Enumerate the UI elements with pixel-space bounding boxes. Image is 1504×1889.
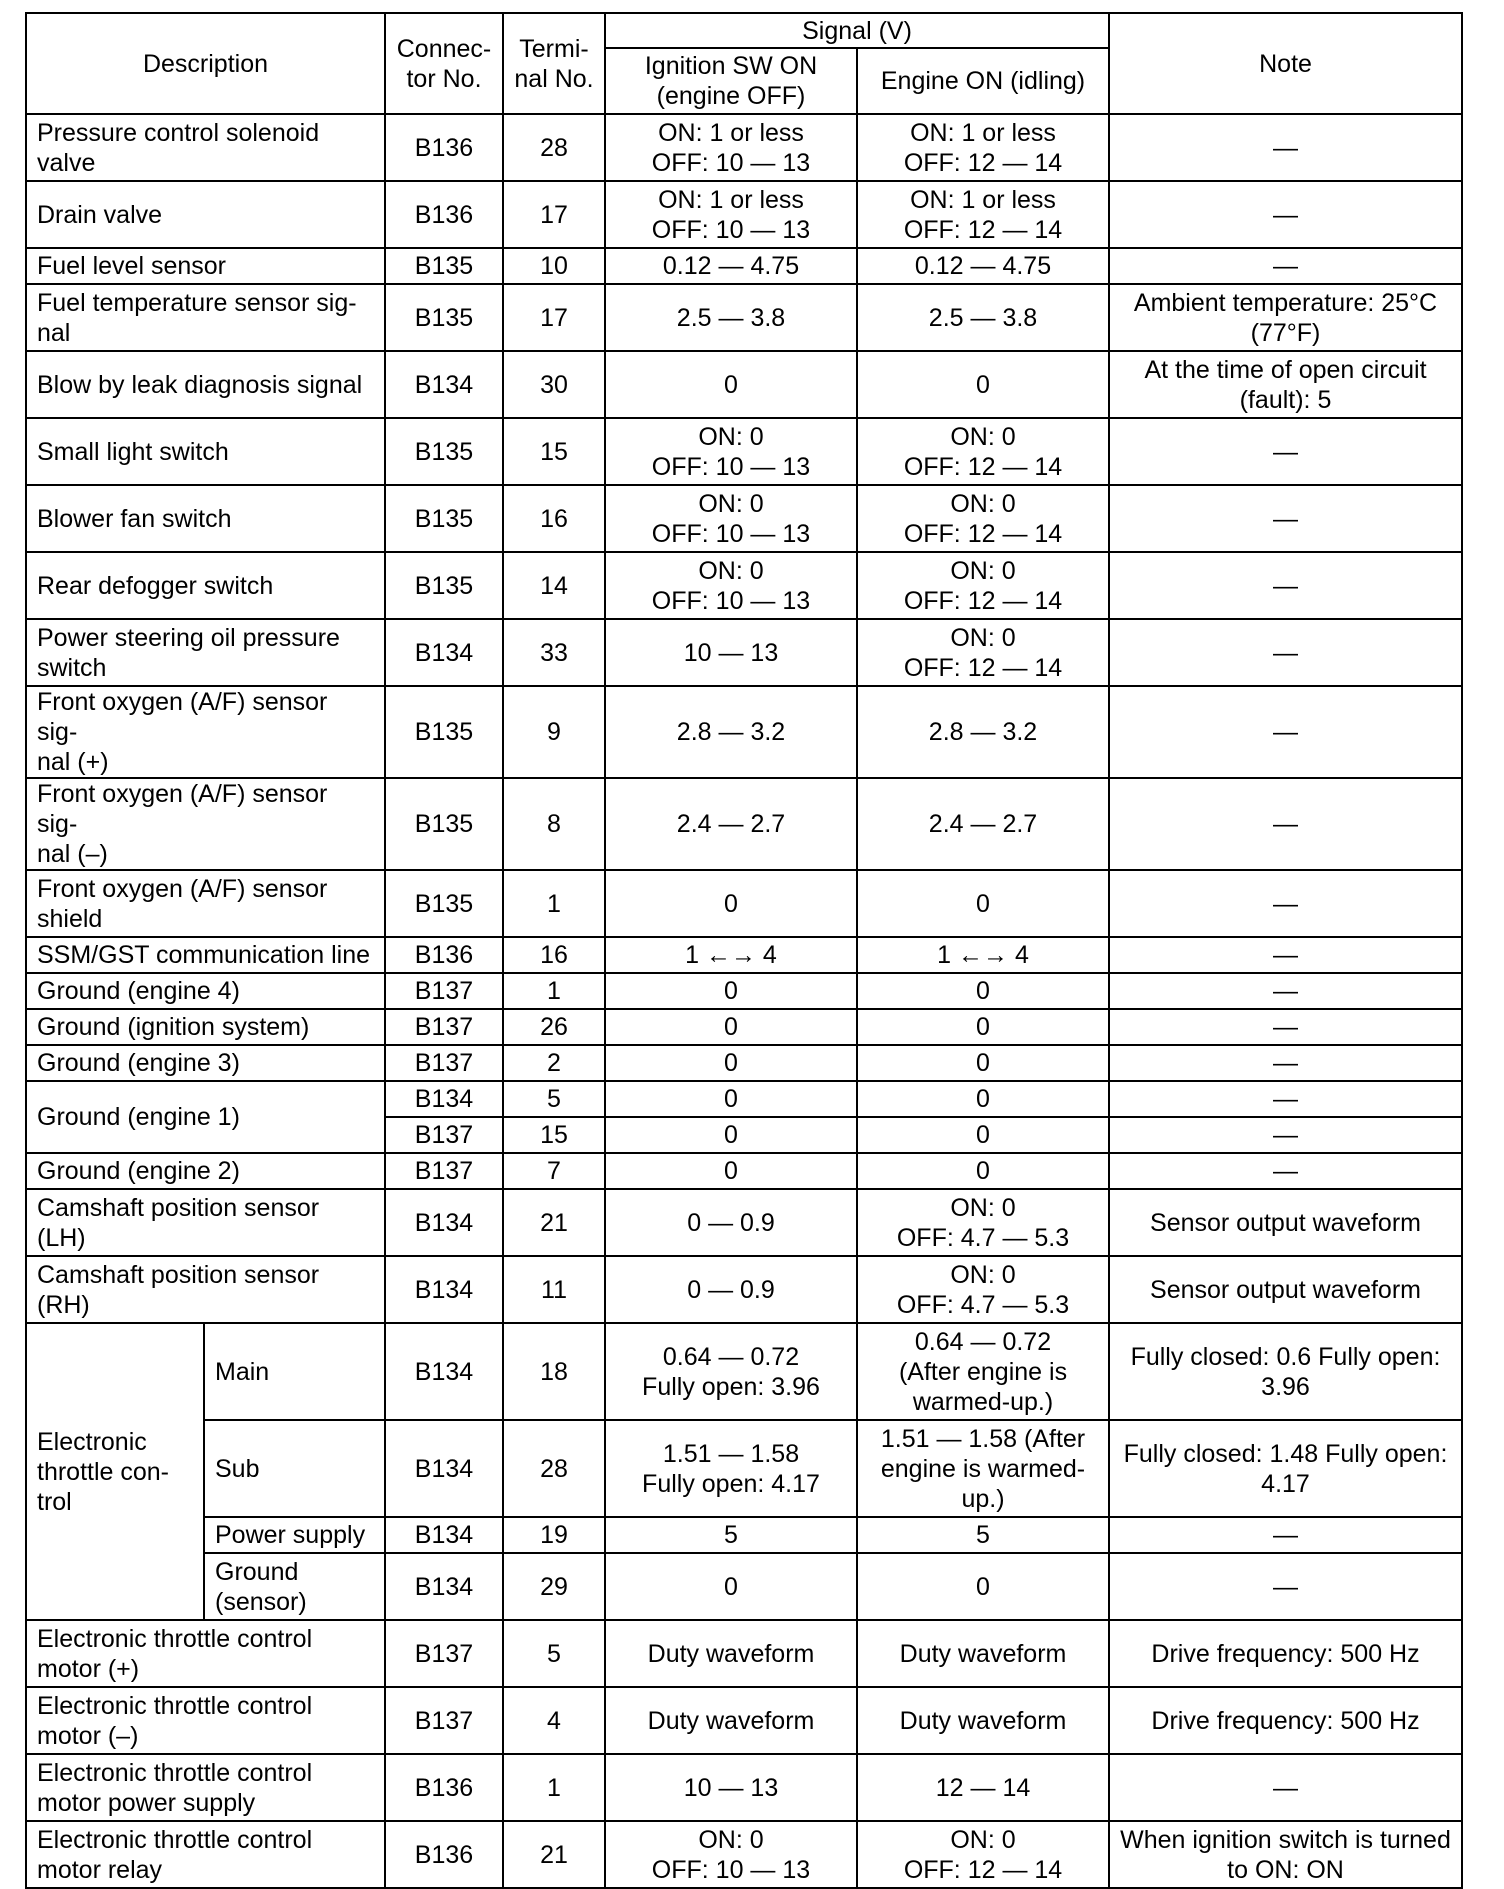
cell-engine-on: 5	[857, 1517, 1109, 1553]
table-row	[26, 1754, 1462, 1821]
cell-engine-on: Duty waveform	[857, 1687, 1109, 1754]
table-row	[26, 1420, 1462, 1517]
cell-engine-on: ON: 0 OFF: 12 — 14	[857, 552, 1109, 619]
cell-description: Ground (engine 2)	[26, 1153, 385, 1189]
cell-sub-description: Sub	[204, 1420, 385, 1517]
cell-description: Power steering oil pressure switch	[26, 619, 385, 686]
cell-ignition-sw-on: 0.64 — 0.72 Fully open: 3.96	[605, 1323, 857, 1420]
cell-note: Ambient temperature: 25°C (77°F)	[1109, 284, 1462, 351]
cell-note: —	[1109, 114, 1462, 181]
cell-note: When ignition switch is turned to ON: ON	[1109, 1821, 1462, 1888]
cell-note: —	[1109, 1153, 1462, 1189]
cell-sub-description: Ground (sensor)	[204, 1553, 385, 1620]
cell-engine-on: 1.51 — 1.58 (After engine is warmed- up.)	[857, 1420, 1109, 1517]
cell-terminal: 21	[503, 1821, 605, 1888]
cell-note: —	[1109, 973, 1462, 1009]
cell-terminal: 1	[503, 870, 605, 937]
cell-note: Fully closed: 1.48 Fully open: 4.17	[1109, 1420, 1462, 1517]
cell-connector: B136	[385, 937, 503, 973]
cell-terminal: 15	[503, 418, 605, 485]
cell-engine-on: ON: 0 OFF: 4.7 — 5.3	[857, 1189, 1109, 1256]
cell-note: —	[1109, 1081, 1462, 1117]
table-row	[26, 686, 1462, 778]
cell-ignition-sw-on: ON: 0 OFF: 10 — 13	[605, 485, 857, 552]
cell-engine-on: 0	[857, 351, 1109, 418]
cell-terminal: 21	[503, 1189, 605, 1256]
cell-description: Front oxygen (A/F) sensor sig- nal (–)	[26, 778, 385, 870]
cell-ignition-sw-on: 5	[605, 1517, 857, 1553]
cell-connector: B134	[385, 1081, 503, 1117]
cell-ignition-sw-on: 0	[605, 1081, 857, 1117]
cell-engine-on: 0.12 — 4.75	[857, 248, 1109, 284]
cell-engine-on: ON: 1 or less OFF: 12 — 14	[857, 181, 1109, 248]
cell-engine-on: ON: 0 OFF: 12 — 14	[857, 485, 1109, 552]
table-row	[26, 1009, 1462, 1045]
cell-description: Fuel level sensor	[26, 248, 385, 284]
cell-connector: B134	[385, 351, 503, 418]
header-description: Description	[26, 13, 385, 114]
cell-engine-on: ON: 0 OFF: 12 — 14	[857, 1821, 1109, 1888]
cell-note: —	[1109, 552, 1462, 619]
cell-ignition-sw-on: ON: 0 OFF: 10 — 13	[605, 552, 857, 619]
cell-terminal: 10	[503, 248, 605, 284]
table-row	[26, 1256, 1462, 1323]
cell-connector: B136	[385, 1821, 503, 1888]
cell-ignition-sw-on: 0	[605, 1009, 857, 1045]
table-row	[26, 778, 1462, 870]
table-row	[26, 418, 1462, 485]
cell-ignition-sw-on: 0	[605, 1553, 857, 1620]
cell-engine-on: 2.8 — 3.2	[857, 686, 1109, 778]
cell-ignition-sw-on: 0	[605, 1045, 857, 1081]
cell-description: Fuel temperature sensor sig- nal	[26, 284, 385, 351]
cell-note: —	[1109, 1517, 1462, 1553]
cell-ignition-sw-on: Duty waveform	[605, 1620, 857, 1687]
cell-connector: B137	[385, 1117, 503, 1153]
cell-engine-on: ON: 1 or less OFF: 12 — 14	[857, 114, 1109, 181]
cell-note: At the time of open circuit (fault): 5	[1109, 351, 1462, 418]
cell-description: Ground (engine 1)	[26, 1081, 385, 1153]
cell-ignition-sw-on: ON: 0 OFF: 10 — 13	[605, 1821, 857, 1888]
cell-connector: B135	[385, 418, 503, 485]
cell-ignition-sw-on: 2.4 — 2.7	[605, 778, 857, 870]
table-row	[26, 937, 1462, 973]
header-signal-v: Signal (V)	[605, 13, 1109, 48]
cell-terminal: 29	[503, 1553, 605, 1620]
cell-terminal: 9	[503, 686, 605, 778]
header-terminal-no: Termi- nal No.	[503, 13, 605, 114]
table-row	[26, 870, 1462, 937]
cell-engine-on: ON: 0 OFF: 4.7 — 5.3	[857, 1256, 1109, 1323]
table-row	[26, 1189, 1462, 1256]
table-row	[26, 1517, 1462, 1553]
header-connector-no: Connec- tor No.	[385, 13, 503, 114]
header-engine-on: Engine ON (idling)	[857, 48, 1109, 114]
table-row	[26, 1323, 1462, 1420]
cell-description: Small light switch	[26, 418, 385, 485]
signal-spec-table	[25, 12, 1463, 1889]
table-row	[26, 1821, 1462, 1888]
cell-note: —	[1109, 181, 1462, 248]
table-row	[26, 114, 1462, 181]
table-row	[26, 1081, 1462, 1117]
cell-connector: B135	[385, 870, 503, 937]
cell-note: —	[1109, 619, 1462, 686]
cell-engine-on: ON: 0 OFF: 12 — 14	[857, 619, 1109, 686]
cell-description: Rear defogger switch	[26, 552, 385, 619]
table-row	[26, 1553, 1462, 1620]
cell-connector: B137	[385, 973, 503, 1009]
cell-note: Drive frequency: 500 Hz	[1109, 1687, 1462, 1754]
cell-terminal: 5	[503, 1620, 605, 1687]
cell-connector: B135	[385, 778, 503, 870]
cell-connector: B136	[385, 114, 503, 181]
table-row	[26, 284, 1462, 351]
cell-sub-description: Main	[204, 1323, 385, 1420]
cell-terminal: 2	[503, 1045, 605, 1081]
cell-note: —	[1109, 485, 1462, 552]
cell-engine-on: 0.64 — 0.72 (After engine is warmed-up.)	[857, 1323, 1109, 1420]
cell-engine-on: 12 — 14	[857, 1754, 1109, 1821]
cell-ignition-sw-on: 0	[605, 973, 857, 1009]
cell-engine-on: 0	[857, 1045, 1109, 1081]
cell-ignition-sw-on: ON: 1 or less OFF: 10 — 13	[605, 114, 857, 181]
cell-description: Pressure control solenoid valve	[26, 114, 385, 181]
header-note: Note	[1109, 13, 1462, 114]
cell-connector: B134	[385, 619, 503, 686]
cell-engine-on: 0	[857, 1081, 1109, 1117]
cell-terminal: 17	[503, 284, 605, 351]
cell-connector: B134	[385, 1256, 503, 1323]
cell-description: Electronic throttle control motor (+)	[26, 1620, 385, 1687]
table-row	[26, 1620, 1462, 1687]
cell-ignition-sw-on: 0	[605, 351, 857, 418]
cell-description: Blower fan switch	[26, 485, 385, 552]
cell-connector: B134	[385, 1553, 503, 1620]
cell-terminal: 28	[503, 114, 605, 181]
table-row	[26, 973, 1462, 1009]
cell-engine-on: 0	[857, 1117, 1109, 1153]
header-ignition-sw-on: Ignition SW ON (engine OFF)	[605, 48, 857, 114]
cell-terminal: 15	[503, 1117, 605, 1153]
cell-ignition-sw-on: Duty waveform	[605, 1687, 857, 1754]
cell-terminal: 11	[503, 1256, 605, 1323]
cell-ignition-sw-on: 0.12 — 4.75	[605, 248, 857, 284]
table-row	[26, 1153, 1462, 1189]
cell-terminal: 4	[503, 1687, 605, 1754]
cell-engine-on: 2.4 — 2.7	[857, 778, 1109, 870]
cell-terminal: 7	[503, 1153, 605, 1189]
cell-description: Ground (engine 4)	[26, 973, 385, 1009]
cell-note: —	[1109, 1754, 1462, 1821]
cell-description: Ground (ignition system)	[26, 1009, 385, 1045]
cell-engine-on: 0	[857, 1153, 1109, 1189]
cell-description: Ground (engine 3)	[26, 1045, 385, 1081]
cell-description: Electronic throttle control motor relay	[26, 1821, 385, 1888]
cell-engine-on: Duty waveform	[857, 1620, 1109, 1687]
cell-description: Electronic throttle control motor power supply	[26, 1754, 385, 1821]
cell-note: —	[1109, 1009, 1462, 1045]
cell-connector: B135	[385, 552, 503, 619]
cell-connector: B137	[385, 1009, 503, 1045]
cell-terminal: 18	[503, 1323, 605, 1420]
cell-ignition-sw-on: 1 ←→ 4	[605, 937, 857, 973]
cell-terminal: 1	[503, 973, 605, 1009]
cell-ignition-sw-on: 10 — 13	[605, 619, 857, 686]
cell-connector: B137	[385, 1045, 503, 1081]
cell-connector: B137	[385, 1153, 503, 1189]
cell-terminal: 30	[503, 351, 605, 418]
cell-connector: B134	[385, 1517, 503, 1553]
cell-ignition-sw-on: 0	[605, 1153, 857, 1189]
cell-connector: B135	[385, 248, 503, 284]
cell-terminal: 26	[503, 1009, 605, 1045]
cell-note: —	[1109, 1553, 1462, 1620]
cell-note: —	[1109, 870, 1462, 937]
cell-terminal: 14	[503, 552, 605, 619]
cell-ignition-sw-on: 0 — 0.9	[605, 1189, 857, 1256]
cell-terminal: 16	[503, 937, 605, 973]
table-row	[26, 1687, 1462, 1754]
table-row	[26, 181, 1462, 248]
cell-terminal: 1	[503, 1754, 605, 1821]
cell-terminal: 8	[503, 778, 605, 870]
cell-note: Sensor output waveform	[1109, 1256, 1462, 1323]
cell-description: Camshaft position sensor (LH)	[26, 1189, 385, 1256]
cell-description: Front oxygen (A/F) sensor shield	[26, 870, 385, 937]
cell-ignition-sw-on: ON: 1 or less OFF: 10 — 13	[605, 181, 857, 248]
table-row	[26, 552, 1462, 619]
cell-connector: B135	[385, 485, 503, 552]
cell-ignition-sw-on: 0	[605, 1117, 857, 1153]
cell-connector: B136	[385, 181, 503, 248]
cell-ignition-sw-on: ON: 0 OFF: 10 — 13	[605, 418, 857, 485]
table-row	[26, 485, 1462, 552]
cell-connector: B134	[385, 1420, 503, 1517]
cell-description: Blow by leak diagnosis signal	[26, 351, 385, 418]
cell-ignition-sw-on: 1.51 — 1.58 Fully open: 4.17	[605, 1420, 857, 1517]
cell-connector: B136	[385, 1754, 503, 1821]
cell-connector: B137	[385, 1687, 503, 1754]
cell-engine-on: 0	[857, 973, 1109, 1009]
cell-ignition-sw-on: 2.5 — 3.8	[605, 284, 857, 351]
cell-engine-on: 2.5 — 3.8	[857, 284, 1109, 351]
cell-group-description: Electronic throttle con- trol	[26, 1323, 204, 1620]
cell-note: Drive frequency: 500 Hz	[1109, 1620, 1462, 1687]
cell-ignition-sw-on: 2.8 — 3.2	[605, 686, 857, 778]
cell-note: —	[1109, 686, 1462, 778]
cell-terminal: 19	[503, 1517, 605, 1553]
table-row	[26, 1045, 1462, 1081]
cell-description: Electronic throttle control motor (–)	[26, 1687, 385, 1754]
cell-connector: B134	[385, 1189, 503, 1256]
cell-terminal: 5	[503, 1081, 605, 1117]
cell-description: SSM/GST communication line	[26, 937, 385, 973]
cell-note: —	[1109, 778, 1462, 870]
cell-terminal: 16	[503, 485, 605, 552]
cell-connector: B135	[385, 284, 503, 351]
cell-connector: B137	[385, 1620, 503, 1687]
table-row	[26, 619, 1462, 686]
cell-note: —	[1109, 418, 1462, 485]
table-row	[26, 351, 1462, 418]
cell-note: —	[1109, 248, 1462, 284]
cell-engine-on: 0	[857, 1009, 1109, 1045]
cell-engine-on: ON: 0 OFF: 12 — 14	[857, 418, 1109, 485]
cell-engine-on: 0	[857, 870, 1109, 937]
cell-sub-description: Power supply	[204, 1517, 385, 1553]
cell-connector: B134	[385, 1323, 503, 1420]
cell-description: Drain valve	[26, 181, 385, 248]
cell-ignition-sw-on: 10 — 13	[605, 1754, 857, 1821]
cell-terminal: 17	[503, 181, 605, 248]
cell-ignition-sw-on: 0	[605, 870, 857, 937]
cell-description: Camshaft position sensor (RH)	[26, 1256, 385, 1323]
cell-engine-on: 0	[857, 1553, 1109, 1620]
table-row	[26, 248, 1462, 284]
cell-connector: B135	[385, 686, 503, 778]
cell-note: Sensor output waveform	[1109, 1189, 1462, 1256]
cell-engine-on: 1 ←→ 4	[857, 937, 1109, 973]
cell-terminal: 28	[503, 1420, 605, 1517]
cell-note: —	[1109, 937, 1462, 973]
cell-description: Front oxygen (A/F) sensor sig- nal (+)	[26, 686, 385, 778]
cell-note: Fully closed: 0.6 Fully open: 3.96	[1109, 1323, 1462, 1420]
cell-ignition-sw-on: 0 — 0.9	[605, 1256, 857, 1323]
cell-note: —	[1109, 1045, 1462, 1081]
cell-terminal: 33	[503, 619, 605, 686]
cell-note: —	[1109, 1117, 1462, 1153]
